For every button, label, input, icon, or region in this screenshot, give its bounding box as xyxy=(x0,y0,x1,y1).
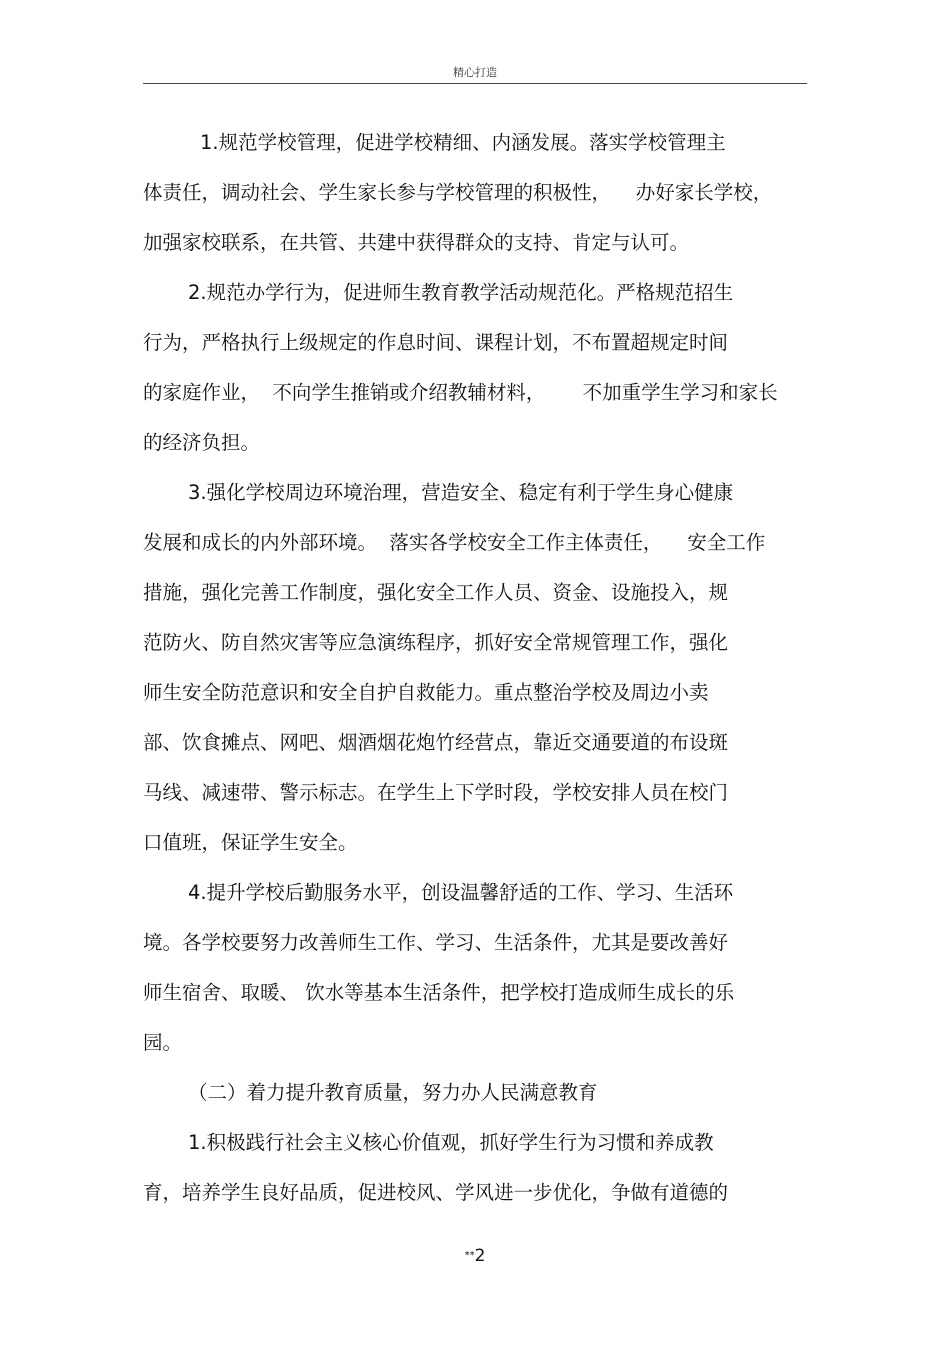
page-footer xyxy=(0,1246,950,1266)
text-line: 措施，强化完善工作制度，强化安全工作人员、资金、设施投入，规 xyxy=(143,581,729,604)
text-line: 体责任，调动社会、学生家长参与学校管理的积极性， 办好家长学校， xyxy=(143,181,773,204)
text-line: 部、饮食摊点、网吧、烟酒烟花炮竹经营点，靠近交通要道的布设斑 xyxy=(143,731,729,754)
text-line: 加强家校联系，在共管、共建中获得群众的支持、肯定与认可。 xyxy=(143,231,690,254)
text-line: 师生安全防范意识和安全自护自救能力。重点整治学校及周边小卖 xyxy=(143,681,709,704)
text-line: 马线、减速带、警示标志。在学生上下学时段，学校安排人员在校门 xyxy=(143,781,729,804)
text-line: 3.强化学校周边环境治理，营造安全、稳定有利于学生身心健康 xyxy=(188,481,734,504)
text-line: 境。各学校要努力改善师生工作、学习、生活条件，尤其是要改善好 xyxy=(143,931,729,954)
text-line: 4.提升学校后勤服务水平，创设温馨舒适的工作、学习、生活环 xyxy=(188,881,734,904)
header-divider xyxy=(143,83,807,84)
page-header: 精心打造 xyxy=(453,66,497,79)
footer-marks: ** xyxy=(464,1250,475,1261)
text-line: 园。 xyxy=(143,1031,183,1054)
text-line: 发展和成长的内外部环境。 落实各学校安全工作主体责任， 安全工作 xyxy=(143,531,766,554)
text-line: 口值班，保证学生安全。 xyxy=(143,831,358,854)
text-line: 范防火、防自然灾害等应急演练程序，抓好安全常规管理工作，强化 xyxy=(143,631,729,654)
page-number: 2 xyxy=(474,1246,486,1266)
text-line: 师生宿舍、取暖、 饮水等基本生活条件，把学校打造成师生成长的乐 xyxy=(143,981,735,1004)
text-line: （二）着力提升教育质量，努力办人民满意教育 xyxy=(188,1081,598,1104)
text-line: 的经济负担。 xyxy=(143,431,261,454)
text-line: 2.规范办学行为，促进师生教育教学活动规范化。严格规范招生 xyxy=(188,281,734,304)
text-line: 1.规范学校管理，促进学校精细、内涵发展。落实学校管理主 xyxy=(200,131,726,154)
text-line: 的家庭作业， 不向学生推销或介绍教辅材料， 不加重学生学习和家长 xyxy=(143,381,778,404)
text-line: 1.积极践行社会主义核心价值观，抓好学生行为习惯和养成教 xyxy=(188,1131,714,1154)
text-line: 育，培养学生良好品质，促进校风、学风进一步优化，争做有道德的 xyxy=(143,1181,729,1204)
text-line: 行为，严格执行上级规定的作息时间、课程计划，不布置超规定时间 xyxy=(143,331,729,354)
